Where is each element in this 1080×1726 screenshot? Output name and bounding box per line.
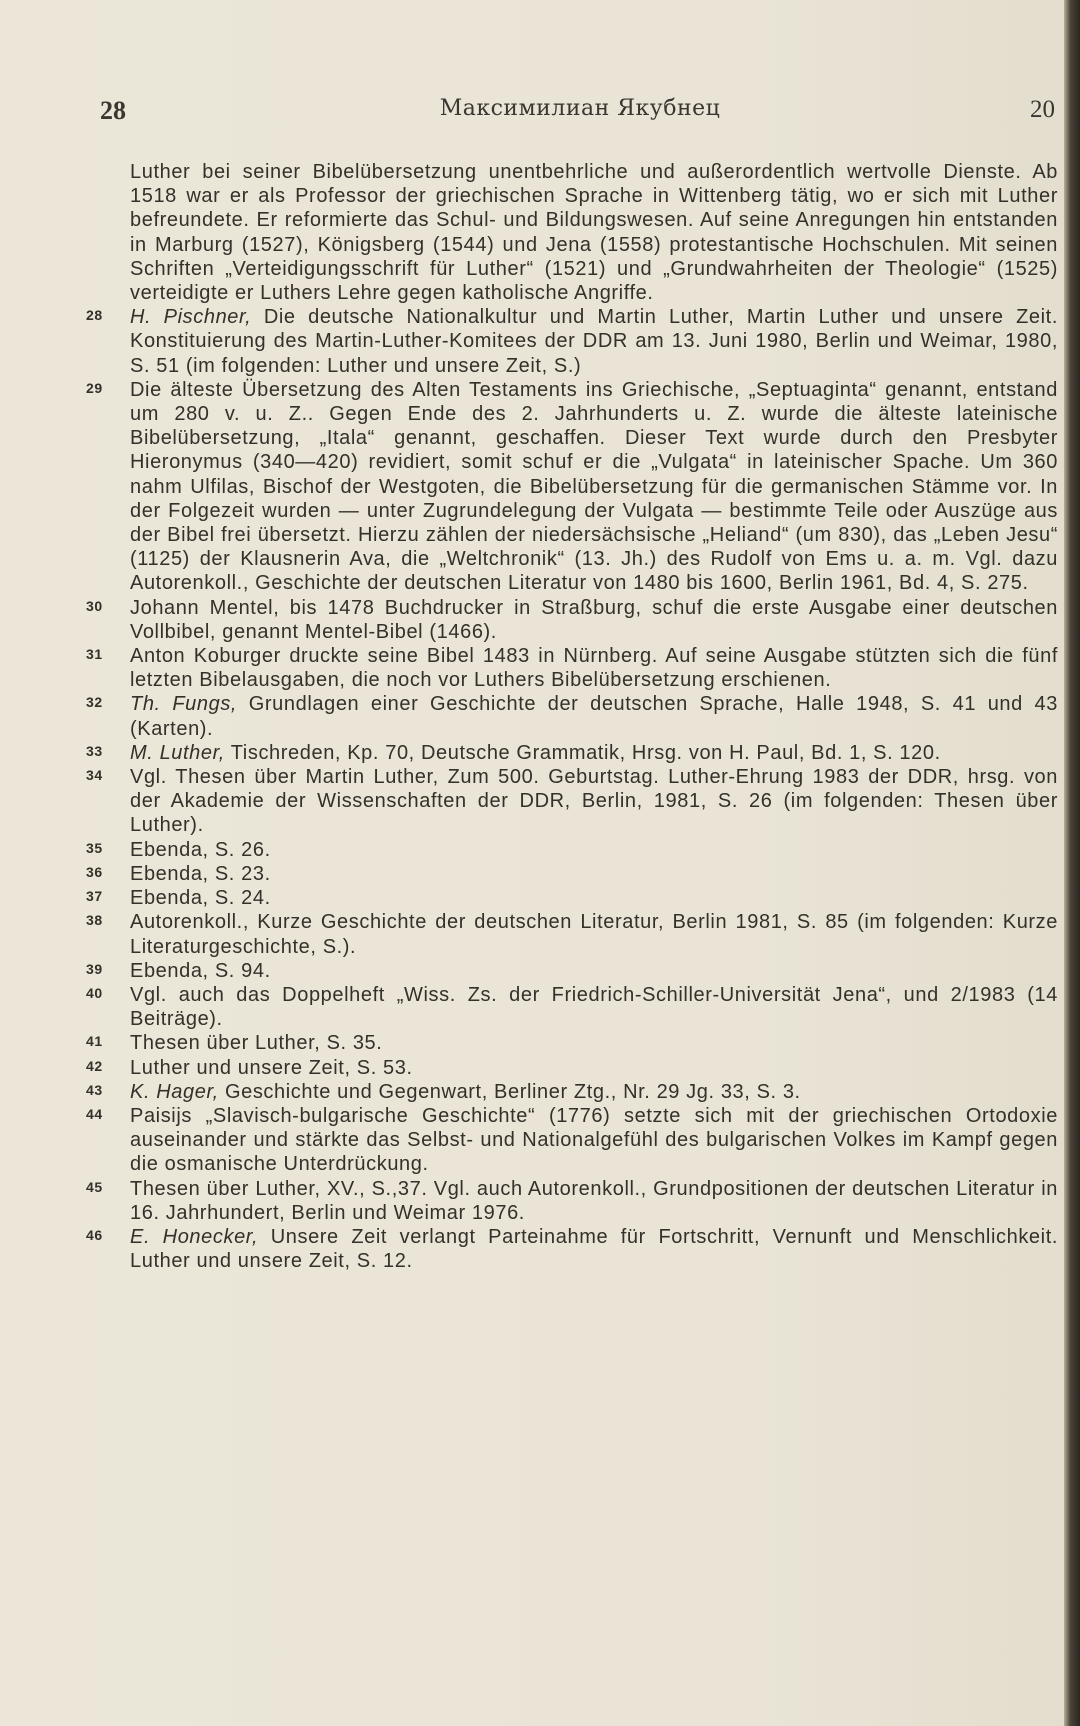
- footnote-number: 44: [86, 1105, 103, 1122]
- footnote-author: M. Luther,: [130, 741, 225, 764]
- footnotes-block: [86, 160, 1059, 1273]
- footnote-31: [86, 644, 1058, 692]
- footnote-number: 43: [86, 1081, 103, 1098]
- footnote-46: [86, 1225, 1059, 1273]
- left-page-number: 28: [100, 96, 126, 125]
- footnote-number: 32: [86, 694, 103, 711]
- page-edge-shadow: [1064, 0, 1080, 1726]
- footnote-number: 46: [86, 1226, 103, 1243]
- footnote-text: Die älteste Übersetzung des Alten Testaments ins Griechische, „Septuaginta“ genannt, entstand um 280 v. u. Z.. Gegen Ende des 2. Jahrhunderts u. Z. wurde die älteste lateinische Bibelübersetzung, „Itala“ genannt, geschaffen. Dieser Text wurde durch den Presbyter Hieronymus (340—420) revidiert, somit schuf er die „Vulgata“ in lateinischer Spache. Um 360 nahm Ulfilas, Bischof der Westgoten, die Bibelübersetzung für die germanischen Stämme vor. In der Folgezeit wurden — unter Zugrundelegung der Vulgata — bestimmte Teile oder Auszüge aus der Bibel frei übersetzt. Hierzu zählen der niedersächsische „Heliand“ (um 830), das „Leben Jesu“ (1125) der Klausnerin Ava, die „Weltchronik“ (13. Jh.) des Rudolf von Ems u. a. m. Vgl. dazu Autorenkoll., Geschichte der deutschen Literatur von 1480 bis 1600, Berlin 1961, Bd. 4, S. 275.: [130, 378, 1058, 595]
- footnote-text: Vgl. Thesen über Martin Luther, Zum 500. Geburtstag. Luther-Ehrung 1983 der DDR, hrsg. von der Akademie der Wissenschaften der DDR, Berlin, 1981, S. 26 (im folgenden: Thesen über Luther).: [130, 766, 1058, 837]
- footnote-text: Thesen über Luther, S. 35.: [130, 1032, 383, 1055]
- running-title: Максимилиан Якубнец: [439, 96, 721, 121]
- footnote-number: 36: [86, 863, 103, 880]
- footnote-41: [86, 1031, 1058, 1055]
- footnote-author: E. Honecker,: [130, 1225, 259, 1248]
- footnote-38: [86, 910, 1058, 958]
- footnote-28: [86, 305, 1058, 378]
- footnote-number: 41: [86, 1033, 103, 1050]
- right-page-number: 20: [1030, 96, 1055, 123]
- footnote-number: 37: [86, 888, 103, 905]
- footnote-text: Anton Koburger druckte seine Bibel 1483 in Nürnberg. Auf seine Ausgabe stützten sich die fünf letzten Bibelausgaben, die noch vor Luthers Bibelübersetzung erschienen.: [130, 645, 1058, 692]
- footnote-number: 30: [86, 597, 103, 614]
- footnote-text: Tischreden, Kp. 70, Deutsche Grammatik, Hrsg. von H. Paul, Bd. 1, S. 120.: [230, 741, 941, 764]
- footnote-number: 39: [86, 960, 103, 977]
- footnote-number: 42: [86, 1057, 103, 1074]
- footnote-34: [86, 765, 1058, 838]
- footnote-29: [86, 378, 1058, 596]
- footnote-author: K. Hager,: [130, 1080, 219, 1103]
- footnote-author: H. Pischner,: [130, 306, 252, 329]
- footnote-text: Unsere Zeit verlangt Parteinahme für Fortschritt, Vernunft und Menschlichkeit. Luther und unsere Zeit, S. 12.: [130, 1225, 1059, 1273]
- footnote-39: [86, 959, 1058, 983]
- footnote-text: Ebenda, S. 24.: [130, 887, 271, 910]
- footnote-35: [86, 838, 1058, 862]
- footnote-text: Ebenda, S. 26.: [130, 838, 271, 861]
- footnote-number: 35: [86, 839, 103, 856]
- footnote-40: [86, 983, 1058, 1031]
- footnote-text: Geschichte und Gegenwart, Berliner Ztg., Nr. 29 Jg. 33, S. 3.: [224, 1080, 801, 1103]
- footnote-text: Paisijs „Slavisch-bulgarische Geschichte“ (1776) setzte sich mit der griechischen Ortodoxie auseinander und stärkte das Selbst- und Nationalgefühl des bulgarischen Volkes im Kampf gegen die osmanische Unterdrückung.: [130, 1104, 1058, 1176]
- footnote-text: Luther und unsere Zeit, S. 53.: [130, 1056, 413, 1079]
- footnote-number: 33: [86, 742, 103, 759]
- footnote-number: 40: [86, 984, 103, 1001]
- footnote-text: Vgl. auch das Doppelheft „Wiss. Zs. der Friedrich-Schiller-Universität Jena“, und 2/1983 (14 Beiträge).: [130, 983, 1058, 1031]
- footnote-number: 45: [86, 1178, 103, 1195]
- footnote-37: [86, 886, 1058, 910]
- continued-note-text: Luther bei seiner Bibelübersetzung unentbehrliche und außerordentlich wertvolle Dienste. Ab 1518 war er als Professor der griechischen Sprache in Wittenberg tätig, wo er sich mit Luther befreundete. Er reformierte das Schul- und Bildungswesen. Auf seine Anregungen hin entstanden in Marburg (1527), Königsberg (1544) und Jena (1558) protestantische Hochschulen. Mit seinen Schriften „Verteidigungsschrift für Luther“ (1521) und „Grundwahrheiten der Theologie“ (1525) verteidigte er Luthers Lehre gegen katholische Angriffe.: [130, 161, 1058, 305]
- footnote-number: 31: [86, 646, 103, 663]
- footnote-text: Johann Mentel, bis 1478 Buchdrucker in Straßburg, schuf die erste Ausgabe einer deutschen Vollbibel, genannt Mentel-Bibel (1466).: [130, 596, 1058, 643]
- footnote-30: [86, 596, 1058, 644]
- footnote-43: [86, 1080, 1058, 1104]
- footnote-text: Autorenkoll., Kurze Geschichte der deutschen Literatur, Berlin 1981, S. 85 (im folgenden: Kurze Literaturgeschichte, S.).: [130, 911, 1058, 958]
- footnote-number: 38: [86, 912, 103, 929]
- footnote-42: [86, 1056, 1058, 1080]
- footnote-text: Grundlagen einer Geschichte der deutschen Sprache, Halle 1948, S. 41 und 43 (Karten).: [130, 693, 1058, 740]
- footnote-text: Thesen über Luther, XV., S.,37. Vgl. auch Autorenkoll., Grundpositionen der deutschen Literatur in 16. Jahrhundert, Berlin und Weimar 1976.: [130, 1177, 1058, 1224]
- footnote-text: Ebenda, S. 94.: [130, 959, 271, 982]
- footnote-number: 29: [86, 379, 103, 396]
- footnote-45: [86, 1177, 1058, 1225]
- footnote-36: [86, 862, 1058, 886]
- footnote-author: Th. Fungs,: [130, 693, 238, 716]
- footnote-number: 28: [86, 307, 103, 324]
- footnote-32: [86, 692, 1058, 740]
- page-header: [100, 96, 1060, 126]
- footnote-number: 34: [86, 767, 103, 784]
- footnote-text: Die deutsche Nationalkultur und Martin Luther, Martin Luther und unsere Zeit. Konstituierung des Martin-Luther-Komitees der DDR am 13. Juni 1980, Berlin und Weimar, 1980, S. 51 (im folgenden: Luther und unsere Zeit, S.): [130, 306, 1058, 377]
- footnote-33: [86, 741, 1058, 765]
- footnote-44: [86, 1104, 1058, 1177]
- footnote-text: Ebenda, S. 23.: [130, 862, 271, 885]
